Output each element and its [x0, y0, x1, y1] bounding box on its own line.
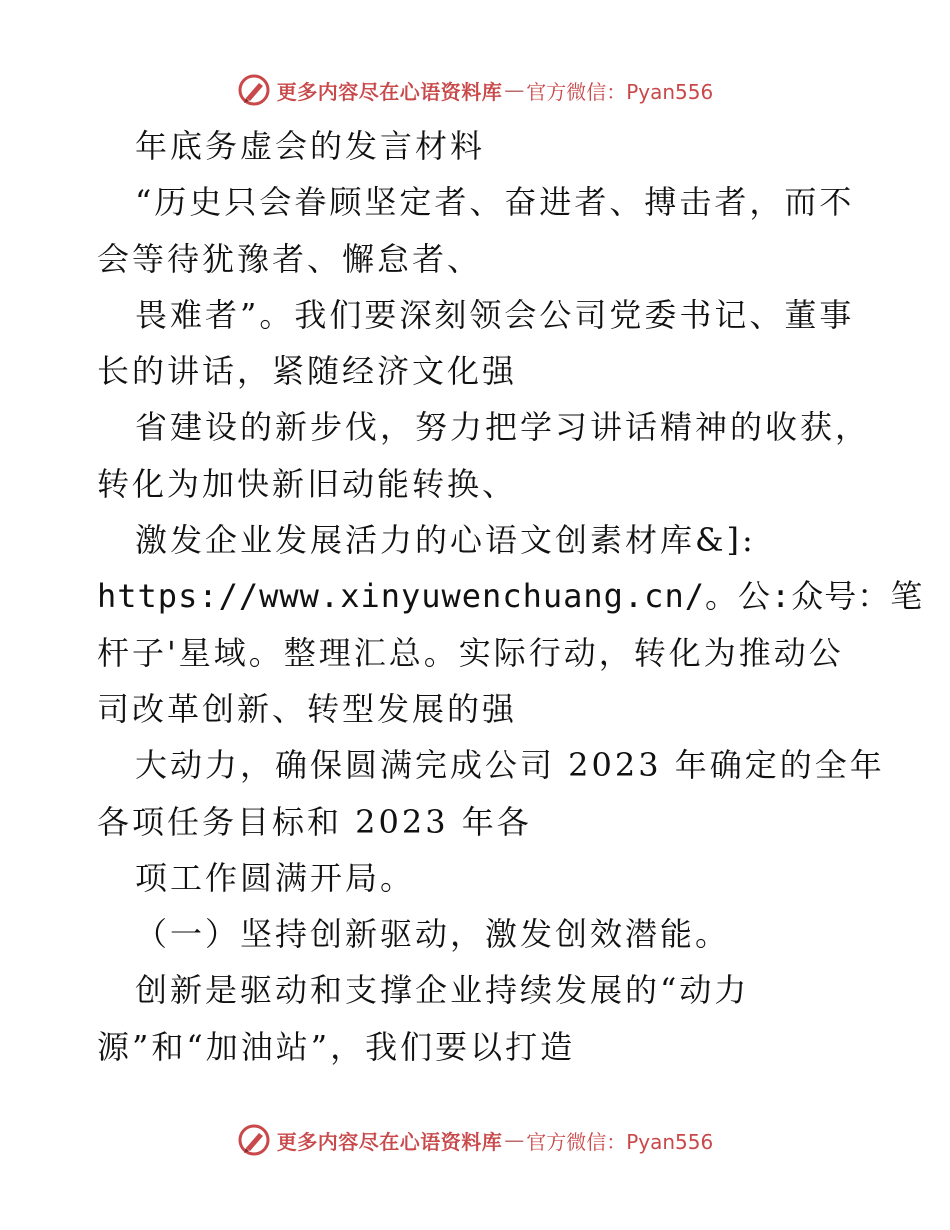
text-line: 杆子'星域。整理汇总。实际行动，转化为推动公: [97, 633, 844, 672]
document-body: [97, 118, 924, 1075]
watermark-account-text: 官方微信：Pyan556: [526, 79, 714, 104]
document-title: 年底务虚会的发言材料: [135, 127, 486, 165]
text-line: 源”和“加油站”，我们要以打造: [97, 1027, 576, 1066]
watermark-site-text: 更多内容尽在心语资料库: [276, 79, 503, 104]
watermark-site-text: 更多内容尽在心语资料库: [276, 1129, 503, 1154]
watermark-footer: [0, 1120, 950, 1160]
pen-logo-icon: [237, 73, 271, 107]
text-line: 长的讲话，紧随经济文化强: [97, 352, 518, 391]
text-line: 省建设的新步伐，努力把学习讲话精神的收获，: [135, 408, 871, 447]
watermark-account-text: 官方微信：Pyan556: [526, 1129, 714, 1154]
text-line: 会等待犹豫者、懈怠者、: [97, 239, 483, 278]
text-line: 司改革创新、转型发展的强: [97, 689, 518, 728]
text-line: 转化为加快新旧动能转换、: [97, 464, 518, 503]
watermark-separator: —: [504, 1128, 525, 1152]
pen-logo-icon: [237, 1123, 271, 1157]
text-line: 大动力，确保圆满完成公司 2023 年确定的全年: [135, 746, 885, 785]
text-line: 项工作圆满开局。: [135, 858, 416, 897]
text-line: “历史只会眷顾坚定者、奋进者、搏击者，而不: [135, 183, 855, 222]
text-line: 各项任务目标和 2023 年各: [97, 802, 532, 841]
text-line: 畏难者”。我们要深刻领会公司党委书记、董事: [135, 295, 855, 334]
url-text-line: https://www.xinyuwenchuang.cn/。公:众号：笔: [97, 577, 924, 616]
section-heading: （一）坚持创新驱动，激发创效潜能。: [135, 915, 731, 954]
text-line: 激发企业发展活力的心语文创素材库&]:: [135, 521, 756, 560]
text-line: 创新是驱动和支撑企业持续发展的“动力: [135, 971, 750, 1010]
watermark-header: [0, 70, 950, 110]
watermark-separator: —: [504, 78, 525, 102]
